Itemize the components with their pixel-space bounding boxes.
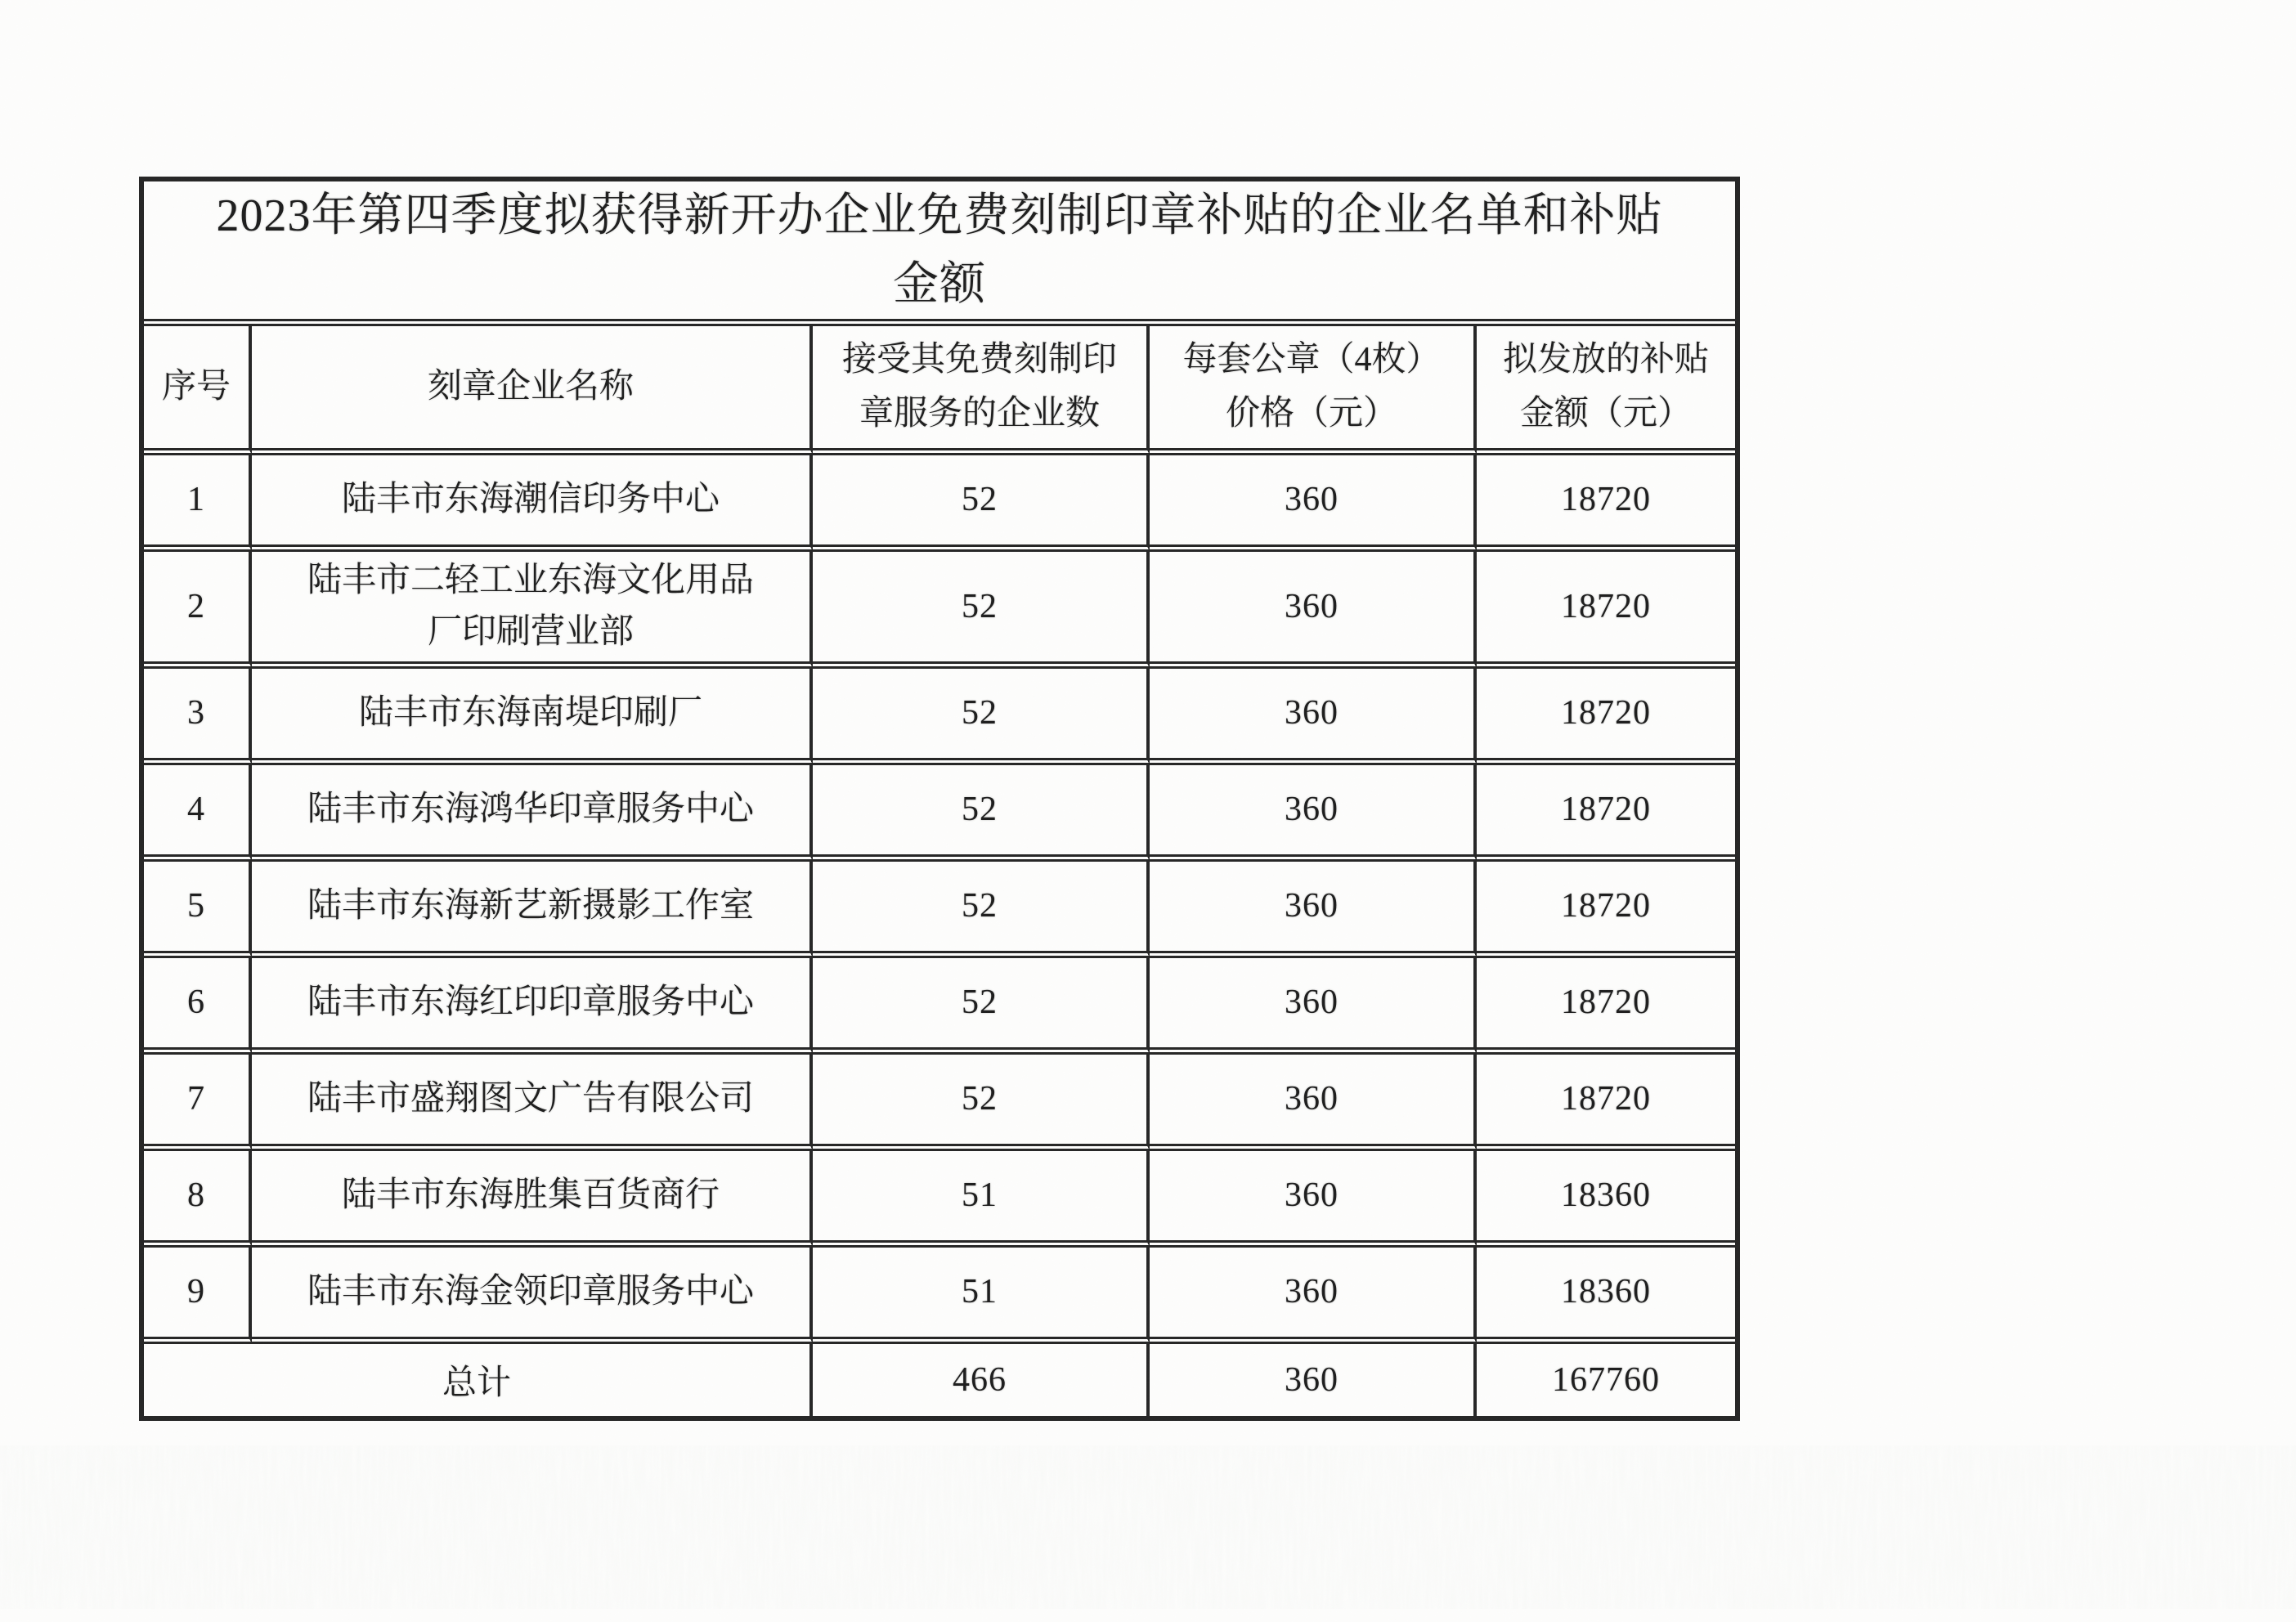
company-name-cell: 陆丰市东海潮信印务中心 — [252, 455, 813, 552]
company-count-cell: 52 — [813, 1055, 1150, 1151]
row-index-cell: 6 — [144, 958, 252, 1055]
table-title — [144, 181, 1735, 326]
row-index-cell: 1 — [144, 455, 252, 552]
company-name-cell: 陆丰市东海鸿华印章服务中心 — [252, 765, 813, 862]
table-row — [144, 1055, 1735, 1151]
row-index-cell: 4 — [144, 765, 252, 862]
total-count-cell: 466 — [813, 1344, 1150, 1416]
company-name-cell: 陆丰市二轻工业东海文化用品厂印刷营业部 — [252, 552, 813, 669]
row-index-cell: 5 — [144, 862, 252, 958]
table-row — [144, 862, 1735, 958]
row-index-cell: 3 — [144, 669, 252, 765]
company-count-cell: 52 — [813, 765, 1150, 862]
company-count-cell: 52 — [813, 552, 1150, 669]
company-name-cell: 陆丰市东海南堤印刷厂 — [252, 669, 813, 765]
row-index-cell: 2 — [144, 552, 252, 669]
company-name-cell: 陆丰市东海新艺新摄影工作室 — [252, 862, 813, 958]
price-cell: 360 — [1150, 669, 1477, 765]
subsidy-cell: 18720 — [1477, 552, 1735, 669]
company-count-cell: 52 — [813, 862, 1150, 958]
price-cell: 360 — [1150, 1151, 1477, 1248]
price-cell: 360 — [1150, 958, 1477, 1055]
price-cell: 360 — [1150, 1248, 1477, 1344]
total-subsidy-cell: 167760 — [1552, 1361, 1660, 1399]
price-cell: 360 — [1150, 455, 1477, 552]
row-index-cell: 7 — [144, 1055, 252, 1151]
company-count-cell: 52 — [813, 455, 1150, 552]
subsidy-cell: 18720 — [1477, 669, 1735, 765]
subsidy-cell: 18360 — [1477, 1248, 1735, 1344]
col-header-company-count: 接受其免费刻制印章服务的企业数 — [813, 326, 1150, 455]
price-cell: 360 — [1150, 862, 1477, 958]
table-row — [144, 455, 1735, 552]
price-cell: 360 — [1150, 765, 1477, 862]
col-header-price: 每套公章（4枚）价格（元） — [1150, 326, 1477, 455]
company-name-cell: 陆丰市东海红印印章服务中心 — [252, 958, 813, 1055]
subsidy-cell: 18720 — [1477, 765, 1735, 862]
scan-noise-band — [0, 1445, 2296, 1609]
col-header-company-name: 刻章企业名称 — [252, 326, 813, 455]
table-row — [144, 765, 1735, 862]
price-cell: 360 — [1150, 1055, 1477, 1151]
total-price-cell: 360 — [1150, 1344, 1477, 1416]
col-header-subsidy: 拟发放的补贴金额（元） — [1477, 326, 1735, 455]
table-row — [144, 669, 1735, 765]
company-name-cell: 陆丰市盛翔图文广告有限公司 — [252, 1055, 813, 1151]
company-count-cell: 51 — [813, 1248, 1150, 1344]
table-title-line2: 金额 — [893, 259, 986, 310]
subsidy-cell: 18720 — [1477, 455, 1735, 552]
total-label-cell: 总计 — [144, 1344, 813, 1416]
subsidy-cell: 18720 — [1477, 862, 1735, 958]
row-index-cell: 8 — [144, 1151, 252, 1248]
row-index-cell: 9 — [144, 1248, 252, 1344]
subsidy-table — [139, 177, 1740, 1421]
subsidy-cell: 18360 — [1477, 1151, 1735, 1248]
col-header-index: 序号 — [144, 326, 252, 455]
header-row — [144, 326, 1735, 455]
company-name-cell: 陆丰市东海金领印章服务中心 — [252, 1248, 813, 1344]
price-cell: 360 — [1150, 552, 1477, 669]
total-row — [144, 1344, 1735, 1416]
table-row — [144, 1151, 1735, 1248]
title-row — [144, 181, 1735, 326]
table-row — [144, 958, 1735, 1055]
table-title-line1: 2023年第四季度拟获得新开办企业免费刻制印章补贴的企业名单和补贴 — [216, 190, 1663, 241]
table-row — [144, 1248, 1735, 1344]
table-row — [144, 552, 1735, 669]
company-count-cell: 52 — [813, 669, 1150, 765]
subsidy-cell: 18720 — [1477, 958, 1735, 1055]
company-count-cell: 51 — [813, 1151, 1150, 1248]
company-name-cell: 陆丰市东海胜集百货商行 — [252, 1151, 813, 1248]
company-count-cell: 52 — [813, 958, 1150, 1055]
subsidy-cell: 18720 — [1477, 1055, 1735, 1151]
